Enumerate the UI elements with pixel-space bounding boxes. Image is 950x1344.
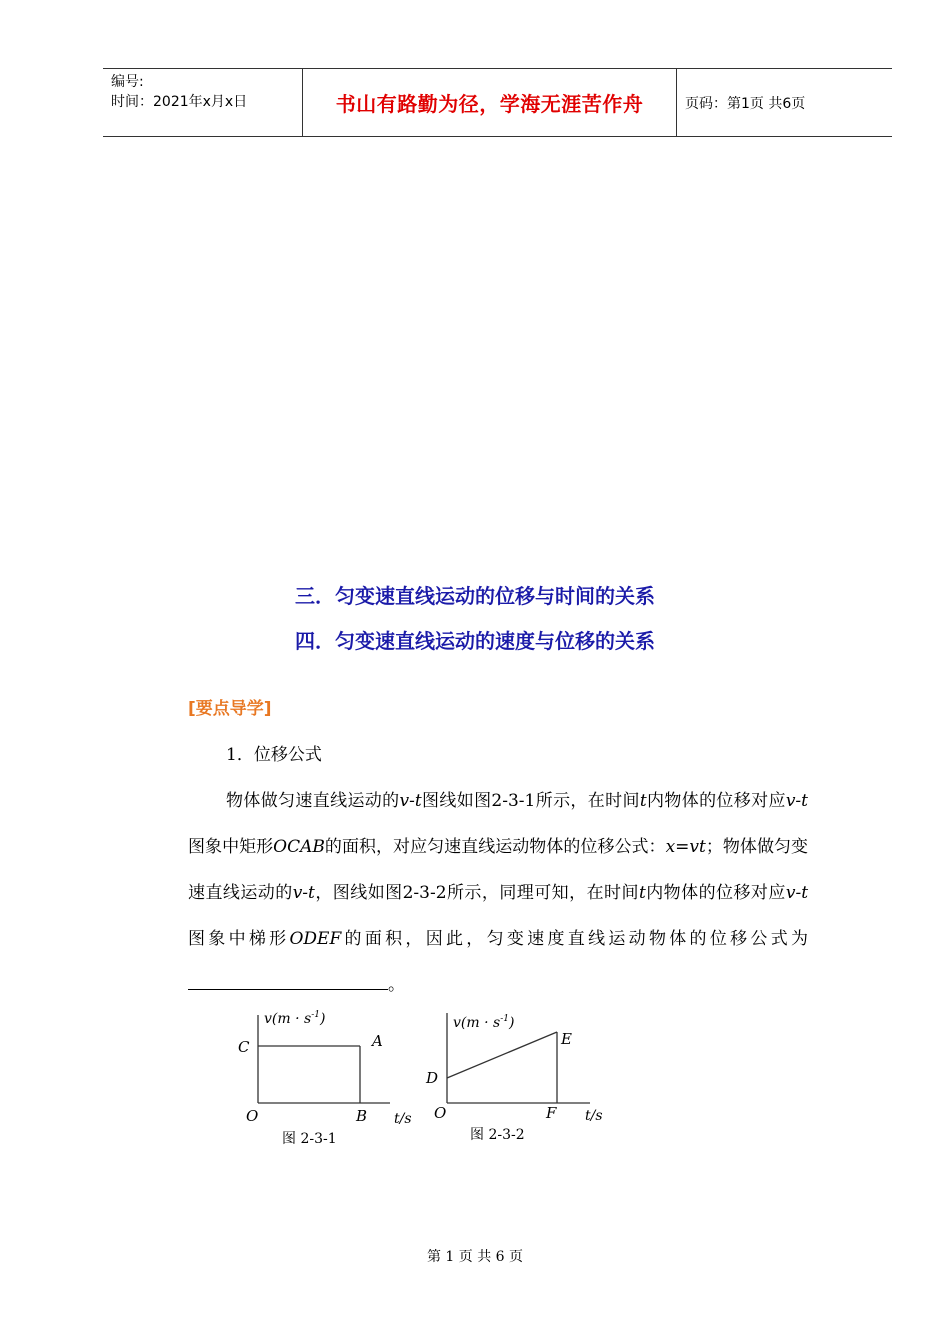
math-vt: v-t <box>399 791 422 811</box>
text-run: 内物体的位移对应 <box>646 791 786 811</box>
text-run: 。 <box>388 975 405 995</box>
text-run: 的面积，对应匀速直线运动物体的位移公式： <box>324 837 666 857</box>
number-label: 编号: <box>111 74 144 90</box>
section-heading: [要点导学] <box>188 699 272 719</box>
answer-blank[interactable] <box>188 973 388 990</box>
text-run: ；物体做匀变速直线运动的 <box>188 837 809 903</box>
label-b: B <box>356 1107 368 1125</box>
text-run: ，图线如图2-3-2所示，同理可知，在时间 <box>314 883 639 903</box>
math-vt: v-t <box>292 883 315 903</box>
y-axis-label: $v(m \cdot s^{-1})$ <box>453 1014 515 1031</box>
body-paragraph <box>188 778 808 1008</box>
figure-caption: 图 2-3-1 <box>282 1131 337 1147</box>
label-f: F <box>546 1104 557 1122</box>
math-vt: v-t <box>785 791 809 811</box>
header-page-info: 页码：第1页 共6页 <box>685 95 806 112</box>
text-run: 图象中梯形 <box>188 929 290 949</box>
velocity-line <box>447 1032 557 1078</box>
text-run: 物体做匀速直线运动的 <box>226 791 400 811</box>
figure-caption: 图 2-3-2 <box>470 1127 525 1143</box>
page-footer: 第 1 页 共 6 页 <box>426 1249 524 1265</box>
x-axis-label: t/s <box>394 1111 412 1127</box>
header-left-cell <box>103 69 303 136</box>
item-heading: 1．位移公式 <box>226 745 322 765</box>
header-motto: 书山有路勤为径，学海无涯苦作舟 <box>303 69 677 136</box>
text-run: 图线如图2-3-1所示，在时间 <box>421 791 640 811</box>
label-c: C <box>238 1038 250 1056</box>
math-ocab: OCAB <box>273 837 325 857</box>
math-odef: ODEF <box>289 929 342 949</box>
label-a: A <box>372 1032 383 1050</box>
text-run: 图象中矩形 <box>188 837 274 857</box>
text-run: 内物体的位移对应 <box>645 883 786 903</box>
math-xvt: x=vt <box>665 837 706 857</box>
header-table <box>103 68 892 137</box>
math-t: t <box>639 791 647 811</box>
title-line-2: 四．匀变速直线运动的速度与位移的关系 <box>295 629 655 653</box>
math-t: t <box>638 883 646 903</box>
x-axis-label: t/s <box>585 1108 603 1124</box>
title-line-1: 三．匀变速直线运动的位移与时间的关系 <box>295 584 655 608</box>
label-o: O <box>246 1107 259 1125</box>
time-label: 时间：2021年x月x日 <box>111 94 248 110</box>
label-e: E <box>561 1030 572 1048</box>
label-d: D <box>426 1069 439 1087</box>
label-o: O <box>434 1104 447 1122</box>
math-vt: v-t <box>785 883 809 903</box>
y-axis-label: $v(m \cdot s^{-1})$ <box>264 1010 326 1027</box>
figure-2-3-2 <box>420 1003 620 1153</box>
figure-2-3-1 <box>230 1003 430 1153</box>
text-run: 的面积，因此，匀变速度直线运动物体的位移公式为 <box>341 929 809 949</box>
